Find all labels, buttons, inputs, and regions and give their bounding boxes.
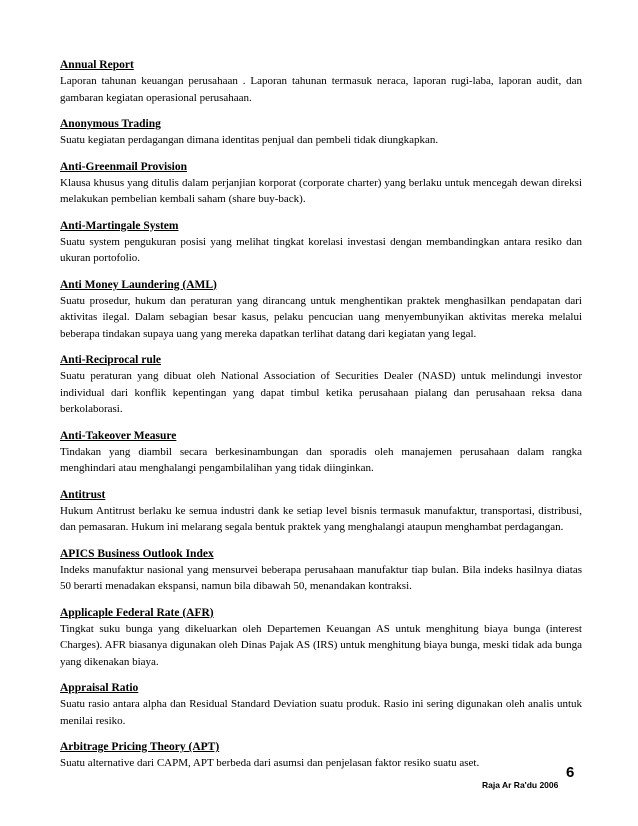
- footer-author: Raja Ar Ra'du 2006: [482, 780, 559, 790]
- entry-term: Anti-Takeover Measure: [60, 429, 177, 442]
- entry-definition: Tingkat suku bunga yang dikeluarkan oleh Departemen Keuangan AS untuk menghitung biaya bunga (interest Charges). AFR biasanya digunakan oleh Dinas Pajak AS (IRS) untuk menghitung biaya bunga, meski tidak ada bunga yang dikenakan biaya.: [60, 622, 582, 668]
- entry-definition: Suatu kegiatan perdagangan dimana identitas penjual dan pembeli tidak diungkapkan.: [60, 134, 439, 146]
- entry-definition: Suatu rasio antara alpha dan Residual Standard Deviation suatu produk. Rasio ini sering digunakan oleh analis untuk menilai resiko.: [60, 698, 582, 727]
- entry-definition: Suatu prosedur, hukum dan peraturan yang dirancang untuk menghentikan praktek menghasilkan pendapatan dari aktivitas ilegal. Dalam sebagian besar kasus, pelaku pencucian uang menyembunyikan aktivitas mereka melalui beberapa tindakan supaya uang yang mereka dapatkan terlihat datang dari kegiatan yang legal.: [60, 294, 582, 340]
- glossary-entry-afr: [60, 605, 582, 671]
- entry-definition: Klausa khusus yang ditulis dalam perjanjian korporat (corporate charter) yang berlaku untuk mencegah dewan direksi melakukan pembelian kembali saham (share buy-back).: [60, 176, 582, 205]
- entry-term: Antitrust: [60, 488, 106, 501]
- glossary-entry-anti-money-laundering: [60, 277, 582, 343]
- glossary-entry-anti-martingale: [60, 218, 582, 267]
- glossary-page: [60, 57, 582, 782]
- entry-definition: Laporan tahunan keuangan perusahaan . Laporan tahunan termasuk neraca, laporan rugi-laba, laporan audit, dan gambaran kegiatan operasional perusahaan.: [60, 75, 582, 104]
- page-number: 6: [566, 764, 575, 781]
- entry-term: Anti-Martingale System: [60, 219, 179, 232]
- entry-term: Annual Report: [60, 59, 134, 71]
- entry-definition: Suatu peraturan yang dibuat oleh National Association of Securities Dealer (NASD) untuk melindungi investor individual dari konflik kepentingan yang dapat timbul ketika perusahaan pialang dan perusahaan reksa dana berkolaborasi.: [60, 370, 582, 415]
- entry-term: Anti-Greenmail Provision: [60, 160, 188, 173]
- entry-term: Anti Money Laundering (AML): [60, 278, 217, 291]
- glossary-entry-antitrust: [60, 487, 582, 536]
- glossary-entry-anti-greenmail: [60, 159, 582, 208]
- entry-term: Arbitrage Pricing Theory (APT): [60, 741, 220, 753]
- glossary-entry-anti-reciprocal: [60, 352, 582, 418]
- entry-definition: Suatu alternative dari CAPM, APT berbeda dari asumsi dan penjelasan faktor resiko suatu aset.: [60, 757, 480, 769]
- glossary-entry-apt: [60, 739, 582, 772]
- glossary-entry-anonymous-trading: [60, 116, 582, 149]
- entry-definition: Tindakan yang diambil secara berkesinambungan dan sporadis oleh manajemen perusahaan dalam rangka menghindari atau menghalangi pengambilalihan yang tidak diinginkan.: [60, 445, 582, 474]
- entry-term: Applicaple Federal Rate (AFR): [60, 606, 214, 619]
- glossary-entry-anti-takeover: [60, 428, 582, 477]
- glossary-entry-appraisal-ratio: [60, 680, 582, 729]
- entry-term: APICS Business Outlook Index: [60, 547, 214, 560]
- entry-term: Anti-Reciprocal rule: [60, 354, 162, 366]
- entry-term: Appraisal Ratio: [60, 682, 139, 694]
- entry-definition: Suatu system pengukuran posisi yang melihat tingkat korelasi investasi dengan membandingkan antara resiko dan ukuran portofolio.: [60, 235, 582, 264]
- entry-term: Anonymous Trading: [60, 118, 161, 130]
- glossary-entry-apics: [60, 546, 582, 595]
- glossary-entry-annual-report: [60, 57, 582, 106]
- entry-definition: Indeks manufaktur nasional yang mensurvei beberapa perusahaan manufaktur tiap bulan. Bila indeks hasilnya diatas 50 berarti menadakan ekspansi, namun bila dibawah 50, menandakan kontraksi.: [60, 563, 582, 592]
- entry-definition: Hukum Antitrust berlaku ke semua industri dank ke setiap level bisnis termasuk manufaktur, transportasi, distribusi, dan pemasaran. Hukum ini melarang segala bentuk praktek yang menghalangi ataupun menghambat perdagangan.: [60, 504, 582, 533]
